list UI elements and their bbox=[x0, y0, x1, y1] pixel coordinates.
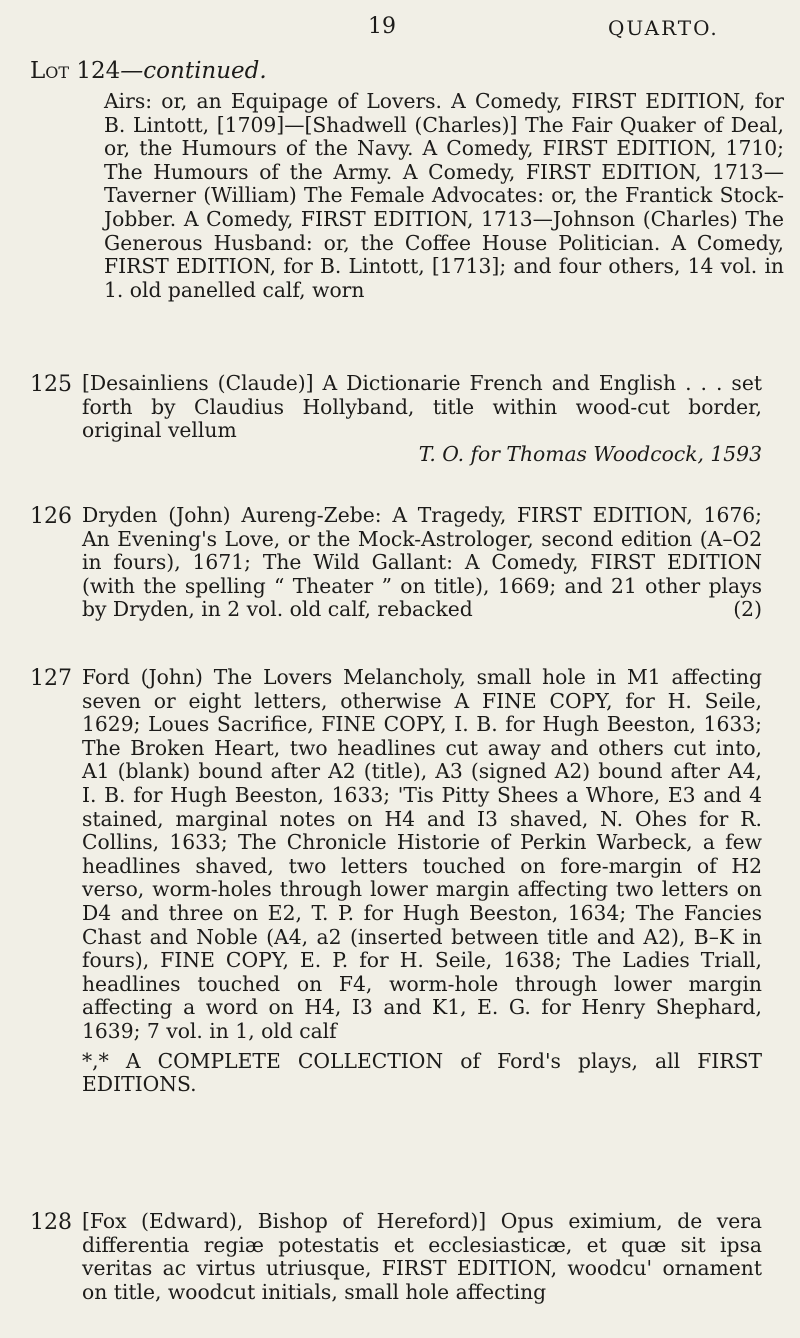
lot-number: 128 bbox=[30, 1210, 72, 1235]
page-number: 19 bbox=[368, 14, 396, 39]
lot-heading bbox=[30, 58, 267, 84]
lot-number: 125 bbox=[30, 372, 72, 397]
lot-note: *,* A COMPLETE COLLECTION of Ford's plays, all FIRST EDITIONS. bbox=[82, 1048, 762, 1097]
format-label: QUARTO. bbox=[608, 16, 719, 40]
lot-imprint: T. O. for Thomas Woodcock, 1593 bbox=[418, 441, 762, 466]
volume-count: (2) bbox=[733, 597, 762, 622]
lot-description: Dryden (John) Aureng-Zebe: A Tragedy, FIRST EDITION, 1676; An Evening's Love, or the Mock-Astrologer, second edition (A–O2 in fours), 1671; The Wild Gallant: A Comedy, FIRST EDITION (with the spelling “ Theater ” on title), 1669; and 21 other plays by Dryden, in 2 vol. old calf, rebacked (2) bbox=[82, 503, 762, 622]
lot-description: [Fox (Edward), Bishop of Hereford)] Opus eximium, de vera differentia regiæ potestatis et ecclesiasticæ, et quæ sit ipsa veritas ac virtus utriusque, FIRST EDITION, woodcu' ornament on title, woodcut initials, small hole affecting bbox=[82, 1209, 762, 1304]
running-header bbox=[0, 14, 800, 50]
lot-description: Ford (John) The Lovers Melancholy, small hole in M1 affecting seven or eight letters, otherwise A FINE COPY, for H. Seile, 1629; Loues Sacrifice, FINE COPY, I. B. for Hugh Beeston, 1633; The Broken Heart, two headlines cut away and others cut into, A1 (blank) bound after A2 (title), A3 (signed A2) bound after A4, I. B. for Hugh Beeston, 1633; 'Tis Pitty Shees a Whore, E3 and 4 stained, marginal notes on H4 and I3 shaved, N. Ohes for R. Collins, 1633; The Chronicle Historie of Perkin Warbeck, a few headlines shaved, two letters touched on fore-margin of H2 verso, worm-holes through lower margin affecting two letters on D4 and three on E2, T. P. for Hugh Beeston, 1634; The Fancies Chast and Noble (A4, a2 (inserted between title and A2), B–K in fours), FINE COPY, E. P. for H. Seile, 1638; The Ladies Triall, headlines touched on F4, worm-hole through lower margin affecting a word on H4, I3 and K1, E. G. for Henry Shephard, 1639; 7 vol. in 1, old calf *,* A COMPLETE COLLECTION of Ford's plays, all FIRST EDITIONS. bbox=[82, 665, 762, 1097]
lot-number: 126 bbox=[30, 504, 72, 529]
lot-continued: —continued. bbox=[120, 58, 267, 84]
lot-description: [Desainliens (Claude)] A Dictionarie French and English . . . set forth by Claudius Hollyband, title within wood-cut border, original vellum T. O. for Thomas Woodcock, 1593 bbox=[82, 371, 762, 466]
lot-number: 127 bbox=[30, 666, 72, 691]
lot-number: 124 bbox=[76, 58, 121, 84]
lot-label: Lot bbox=[30, 58, 70, 84]
lot-description: Airs: or, an Equipage of Lovers. A Comedy, FIRST EDITION, for B. Lintott, [1709]—[Shadwell (Charles)] The Fair Quaker of Deal, or, the Humours of the Navy. A Comedy, FIRST EDITION, 1710; The Humours of the Army. A Comedy, FIRST EDITION, 1713—Taverner (William) The Female Advocates: or, the Frantick Stock-Jobber. A Comedy, FIRST EDITION, 1713—Johnson (Charles) The Generous Husband: or, the Coffee House Politician. A Comedy, FIRST EDITION, for B. Lintott, [1713]; and four others, 14 vol. in 1. old panelled calf, worn bbox=[104, 89, 784, 302]
